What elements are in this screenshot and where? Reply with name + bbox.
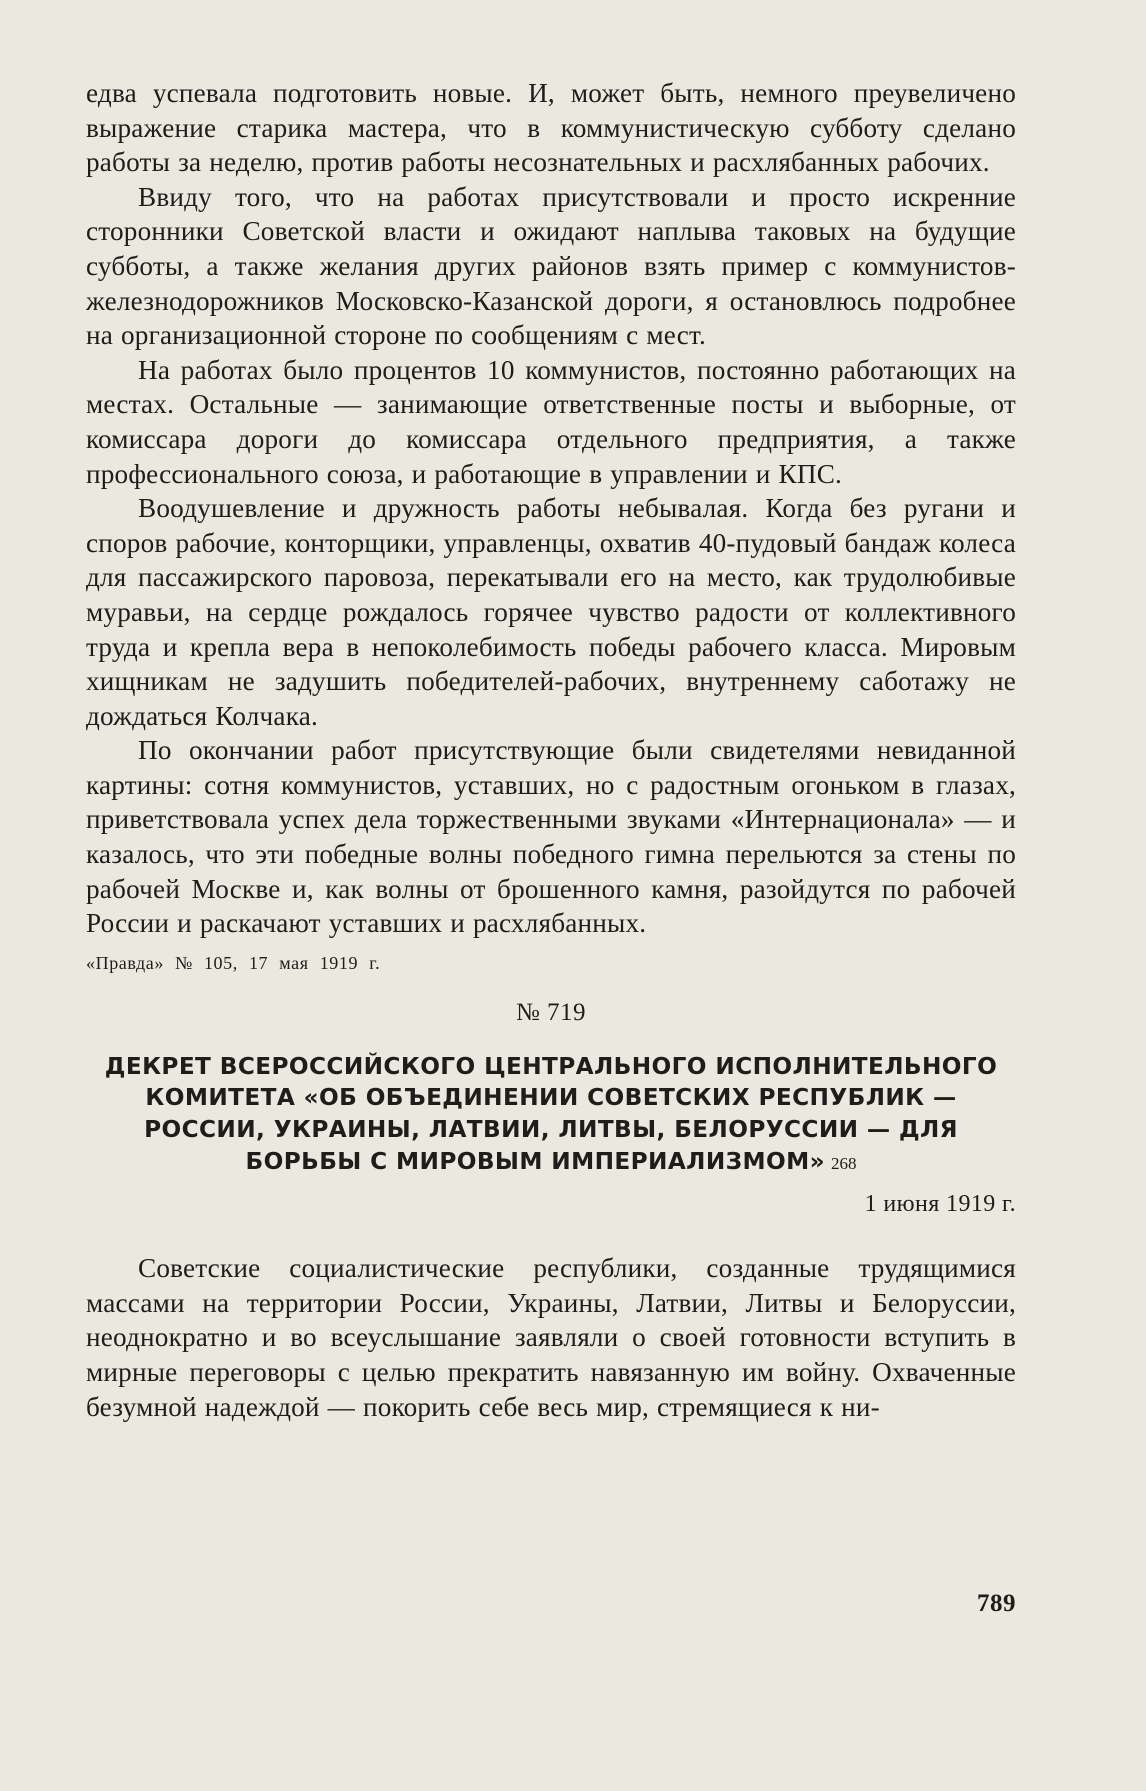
continuation-paragraph-3: На работах было процентов 10 коммунистов, постоянно работающих на местах. Остальные — занимающие ответственные посты и выборные, от комиссара дороги до комиссара отдельного предприятия, а также профессионального союза, и работающие в управлении и КПС. [86,354,1016,489]
continuation-paragraph-4: Воодушевление и дружность работы небывалая. Когда без ругани и споров рабочие, конторщики, управленцы, охватив 40-пудовый бандаж колеса для пассажирского паровоза, перекатывали его на место, как трудолюбивые муравьи, на сердце рождалось горячее чувство радости от коллективного труда и крепла вера в непоколебимость победы рабочего класса. Мировым хищникам не задушить победителей-рабочих, внутреннему саботажу не дождаться Колчака. [86,493,1016,731]
document-date: 1 июня 1919 г. [864,1191,1016,1218]
text-column [86,76,1016,1424]
continuation-paragraph-5: По окончании работ присутствующие были свидетелями невиданной картины: сотня коммунистов, уставших, но с радостным огоньком в глазах, приветствовала успех дела торжественными звуками «Интернационала» — и казалось, что эти победные волны победного гимна перельются за стены по рабочей Москве и, как волны от брошенного камня, разойдутся по рабочей России и раскачают уставших и расхлябанных. [86,735,1016,939]
footnote-reference: 268 [830,1153,857,1173]
document-number: № 719 [515,998,587,1026]
document-title [86,1051,1016,1179]
decree-paragraph-1: Советские социалистические республики, созданные трудящимися массами на территории России, Украины, Латвии, Литвы и Белоруссии, неоднократно и во всеуслышание заявляли о своей готовности вступить в мирные переговоры с целью прекратить навязанную им войну. Охваченные безумной надеждой — покорить себе весь мир, стремящиеся к ни- [86,1253,1016,1422]
continuation-paragraph-1: едва успевала подготовить новые. И, может быть, немного преувеличено выражение старика мастера, что в коммунистическую субботу сделано работы за неделю, против работы несознательных и расхлябанных рабочих. [86,78,1016,178]
document-title-text: ДЕКРЕТ ВСЕРОССИЙСКОГО ЦЕНТРАЛЬНОГО ИСПОЛНИТЕЛЬНОГО КОМИТЕТА «ОБ ОБЪЕДИНЕНИИ СОВЕТСКИХ РЕСПУБЛИК — РОССИИ, УКРАИНЫ, ЛАТВИИ, ЛИТВЫ, БЕЛОРУССИИ — ДЛЯ БОРЬБЫ С МИРОВЫМ ИМПЕРИАЛИЗМОМ» [104,1052,998,1175]
decree-body [86,1251,1016,1424]
page-number: 789 [977,1590,1016,1617]
continuation-paragraph-2: Ввиду того, что на работах присутствовали и просто искренние сторонники Советской власти и ожидают наплыва таковых на будущие субботы, а также желания других районов взять пример с коммунистов-железнодорожников Московско-Казанской дороги, я остановлюсь подробнее на организационной стороне по сообщениям с мест. [86,181,1016,351]
source-citation: «Правда» № 105, 17 мая 1919 г. [86,952,381,973]
